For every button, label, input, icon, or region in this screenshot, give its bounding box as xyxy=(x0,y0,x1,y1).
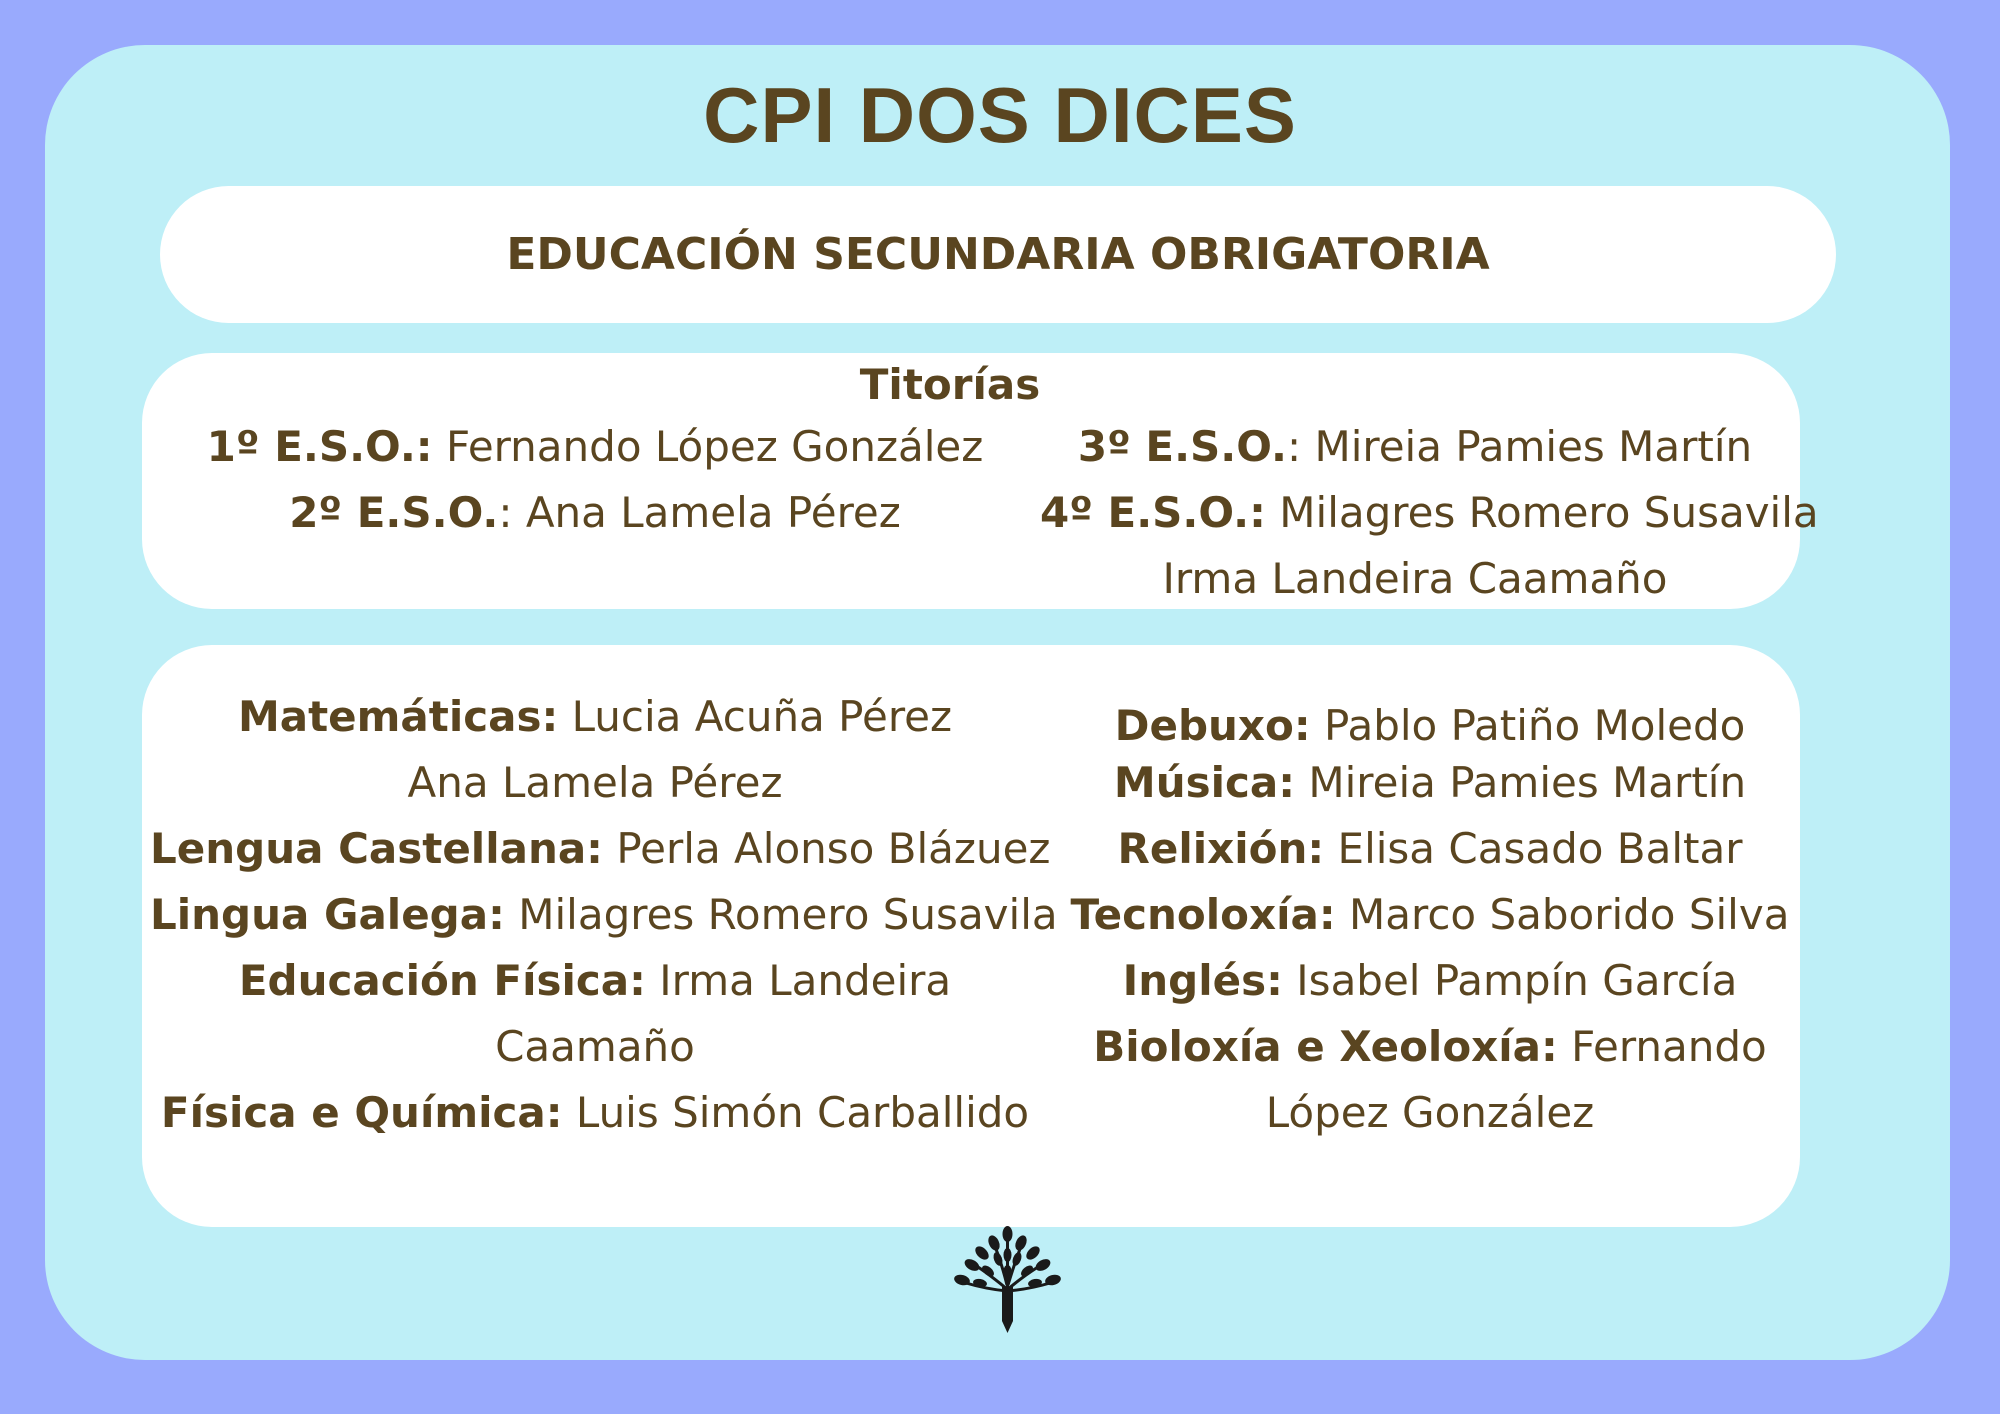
subject-teacher: Marco Saborido Silva xyxy=(1349,890,1790,939)
subject-row xyxy=(1050,1088,1810,1137)
tutoria-course: 1º E.S.O.: xyxy=(206,422,433,471)
tutoria-teacher: : Ana Lamela Pérez xyxy=(498,488,901,537)
tutoria-teacher: Fernando López González xyxy=(445,422,984,471)
subject-teacher: Irma Landeira xyxy=(659,956,952,1005)
subject-row xyxy=(150,1022,1040,1071)
tutoria-teacher: Milagres Romero Susavila xyxy=(1279,488,1819,537)
subject-name: Tecnoloxía: xyxy=(1070,890,1336,939)
subject-row xyxy=(150,692,1040,741)
subject-teacher: Perla Alonso Blázuez xyxy=(616,824,1051,873)
subject-name: Música: xyxy=(1113,758,1296,807)
subject-name: Matemáticas: xyxy=(237,692,559,741)
subject-name: Debuxo: xyxy=(1114,701,1311,750)
page-title: CPI DOS DICES xyxy=(703,71,1297,159)
tree-pencil-icon xyxy=(950,1225,1065,1335)
subject-row xyxy=(150,758,1040,807)
subject-teacher: Milagres Romero Susavila xyxy=(518,890,1058,939)
subject-name: Física e Química: xyxy=(160,1088,563,1137)
subject-teacher: Luis Simón Carballido xyxy=(575,1088,1030,1137)
tutoria-row xyxy=(150,422,1040,471)
subject-teacher: Caamaño xyxy=(495,1022,695,1071)
subject-teacher: Lucia Acuña Pérez xyxy=(571,692,953,741)
section-banner xyxy=(160,186,1836,323)
tutoria-course: 2º E.S.O. xyxy=(289,488,499,537)
subject-teacher: Elisa Casado Baltar xyxy=(1337,824,1743,873)
subject-name: Bioloxía e Xeoloxía: xyxy=(1093,1022,1558,1071)
subject-row xyxy=(1050,758,1810,807)
subject-row xyxy=(150,1088,1040,1137)
banner-title: EDUCACIÓN SECUNDARIA OBRIGATORIA xyxy=(506,229,1490,280)
subject-teacher: Fernando xyxy=(1571,1022,1767,1071)
subject-row xyxy=(1050,956,1810,1005)
subject-row xyxy=(1050,890,1810,939)
tutoria-teacher: : Mireia Pamies Martín xyxy=(1286,422,1753,471)
tutoria-teacher: Irma Landeira Caamaño xyxy=(1162,554,1668,603)
subject-row xyxy=(1050,824,1810,873)
subject-row xyxy=(1050,1022,1810,1071)
tutoria-row xyxy=(150,488,1040,537)
subject-teacher: López González xyxy=(1265,1088,1595,1137)
tutoria-row xyxy=(1040,488,1819,537)
subject-name: Educación Física: xyxy=(238,956,646,1005)
subject-row xyxy=(150,956,1040,1005)
subject-teacher: Isabel Pampín García xyxy=(1296,956,1738,1005)
tutoria-row xyxy=(1040,554,1790,603)
subject-row xyxy=(150,824,1051,873)
tutoria-course: 4º E.S.O.: xyxy=(1040,488,1266,537)
subject-row xyxy=(150,890,1058,939)
tutoria-course: 3º E.S.O. xyxy=(1077,422,1287,471)
tutoria-row xyxy=(1040,422,1790,471)
subject-name: Inglés: xyxy=(1122,956,1283,1005)
subject-teacher: Pablo Patiño Moledo xyxy=(1324,701,1746,750)
tutorias-heading: Titorías xyxy=(859,360,1041,409)
subject-teacher: Mireia Pamies Martín xyxy=(1308,758,1747,807)
subject-name: Relixión: xyxy=(1117,824,1325,873)
subject-teacher: Ana Lamela Pérez xyxy=(407,758,783,807)
subject-row xyxy=(1050,701,1810,750)
subject-name: Lengua Castellana: xyxy=(150,824,603,873)
subject-name: Lingua Galega: xyxy=(150,890,505,939)
